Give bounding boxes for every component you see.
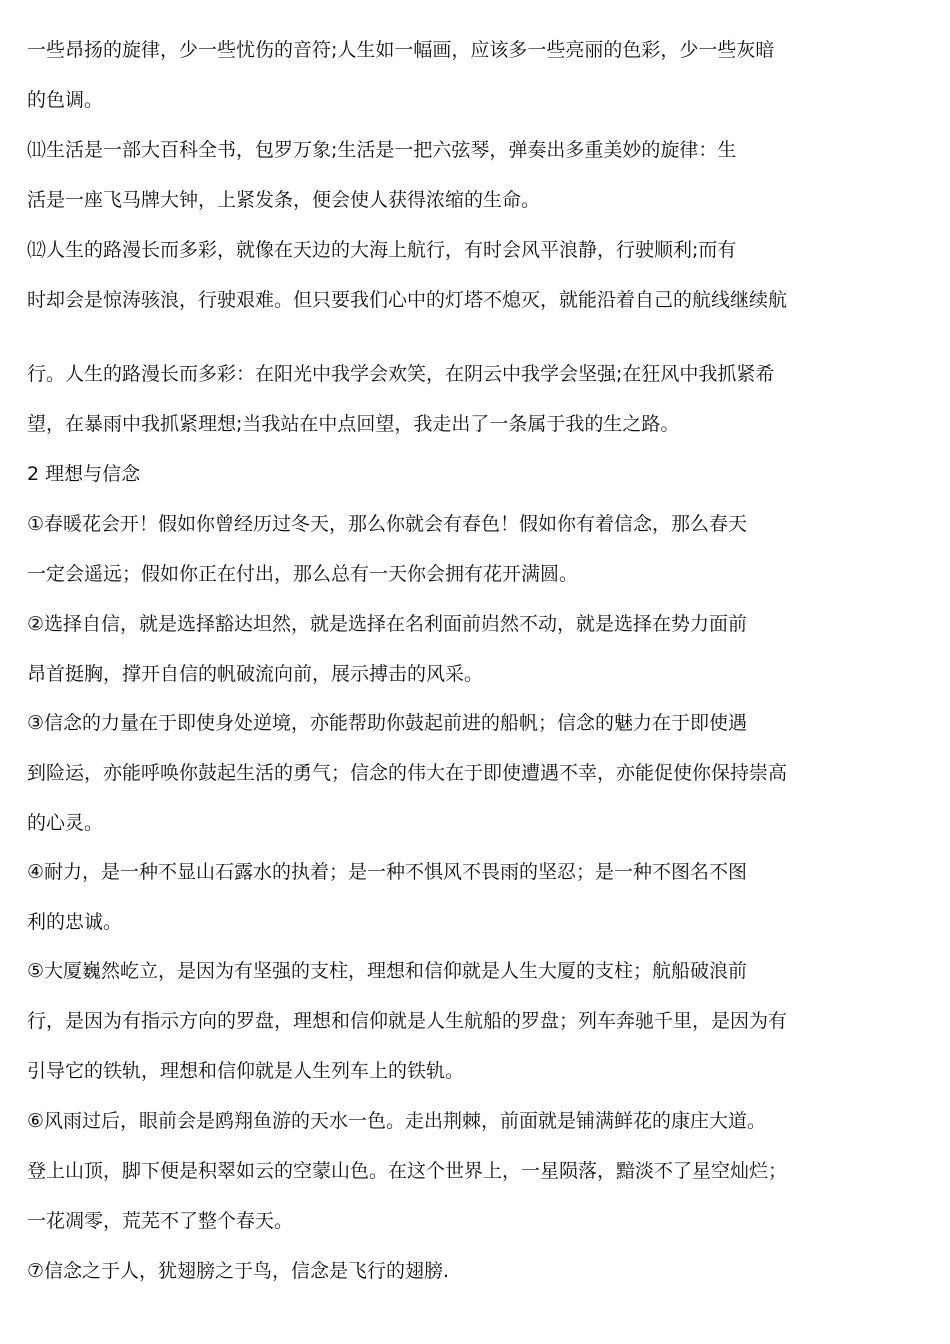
text-line: ④耐力，是一种不显山石露水的执着；是一种不惧风不畏雨的坚忍；是一种不图名不图 [27, 861, 748, 883]
text-line: 行。人生的路漫长而多彩：在阳光中我学会欢笑，在阴云中我学会坚强;在狂风中我抓紧希 [27, 363, 775, 385]
text-line: 引导它的铁轨，理想和信仰就是人生列车上的铁轨。 [27, 1060, 465, 1082]
text-line: ③信念的力量在于即使身处逆境，亦能帮助你鼓起前进的船帆；信念的魅力在于即使遇 [27, 712, 748, 734]
text-line: 时却会是惊涛骇浪，行驶艰难。但只要我们心中的灯塔不熄灭，就能沿着自己的航线继续航 [27, 289, 788, 311]
text-line: 的色调。 [27, 89, 104, 111]
text-line: 昂首挺胸，撑开自信的帆破流向前，展示搏击的风采。 [27, 663, 484, 685]
section-heading: 2 理想与信念 [27, 463, 141, 485]
text-line: 一花凋零，荒芜不了整个春天。 [27, 1210, 294, 1232]
text-line: ⑾生活是一部大百科全书，包罗万象;生活是一把六弦琴，弹奏出多重美妙的旋律：生 [27, 139, 737, 161]
text-line: 活是一座飞马牌大钟，上紧发条，便会使人获得浓缩的生命。 [27, 189, 541, 211]
text-line: 到险运，亦能呼唤你鼓起生活的勇气；信念的伟大在于即使遭遇不幸，亦能促使你保持崇高 [27, 762, 788, 784]
text-line: 行，是因为有指示方向的罗盘，理想和信仰就是人生航船的罗盘；列车奔驰千里，是因为有 [27, 1010, 788, 1032]
text-line: 一些昂扬的旋律，少一些忧伤的音符;人生如一幅画，应该多一些亮丽的色彩，少一些灰暗 [27, 39, 775, 61]
text-line: 望，在暴雨中我抓紧理想;当我站在中点回望，我走出了一条属于我的生之路。 [27, 413, 680, 435]
text-line: ⑿人生的路漫长而多彩，就像在天边的大海上航行，有时会风平浪静，行驶顺利;而有 [27, 239, 737, 261]
text-line: 登上山顶，脚下便是积翠如云的空蒙山色。在这个世界上，一星陨落，黯淡不了星空灿烂； [27, 1160, 788, 1182]
text-line: ⑦信念之于人，犹翅膀之于鸟，信念是飞行的翅膀. [27, 1260, 450, 1282]
text-line: 一定会遥远；假如你正在付出，那么总有一天你会拥有花开满圆。 [27, 563, 579, 585]
text-line: 的心灵。 [27, 812, 104, 834]
text-line: ①春暖花会开！假如你曾经历过冬天，那么你就会有春色！假如你有着信念，那么春天 [27, 513, 748, 535]
text-line: 利的忠诚。 [27, 911, 123, 933]
text-line: ⑤大厦巍然屹立，是因为有坚强的支柱，理想和信仰就是人生大厦的支柱；航船破浪前 [27, 960, 748, 982]
text-line: ②选择自信，就是选择豁达坦然，就是选择在名利面前岿然不动，就是选择在势力面前 [27, 613, 748, 635]
text-line: ⑥风雨过后，眼前会是鸥翔鱼游的天水一色。走出荆棘，前面就是铺满鲜花的康庄大道。 [27, 1110, 767, 1132]
